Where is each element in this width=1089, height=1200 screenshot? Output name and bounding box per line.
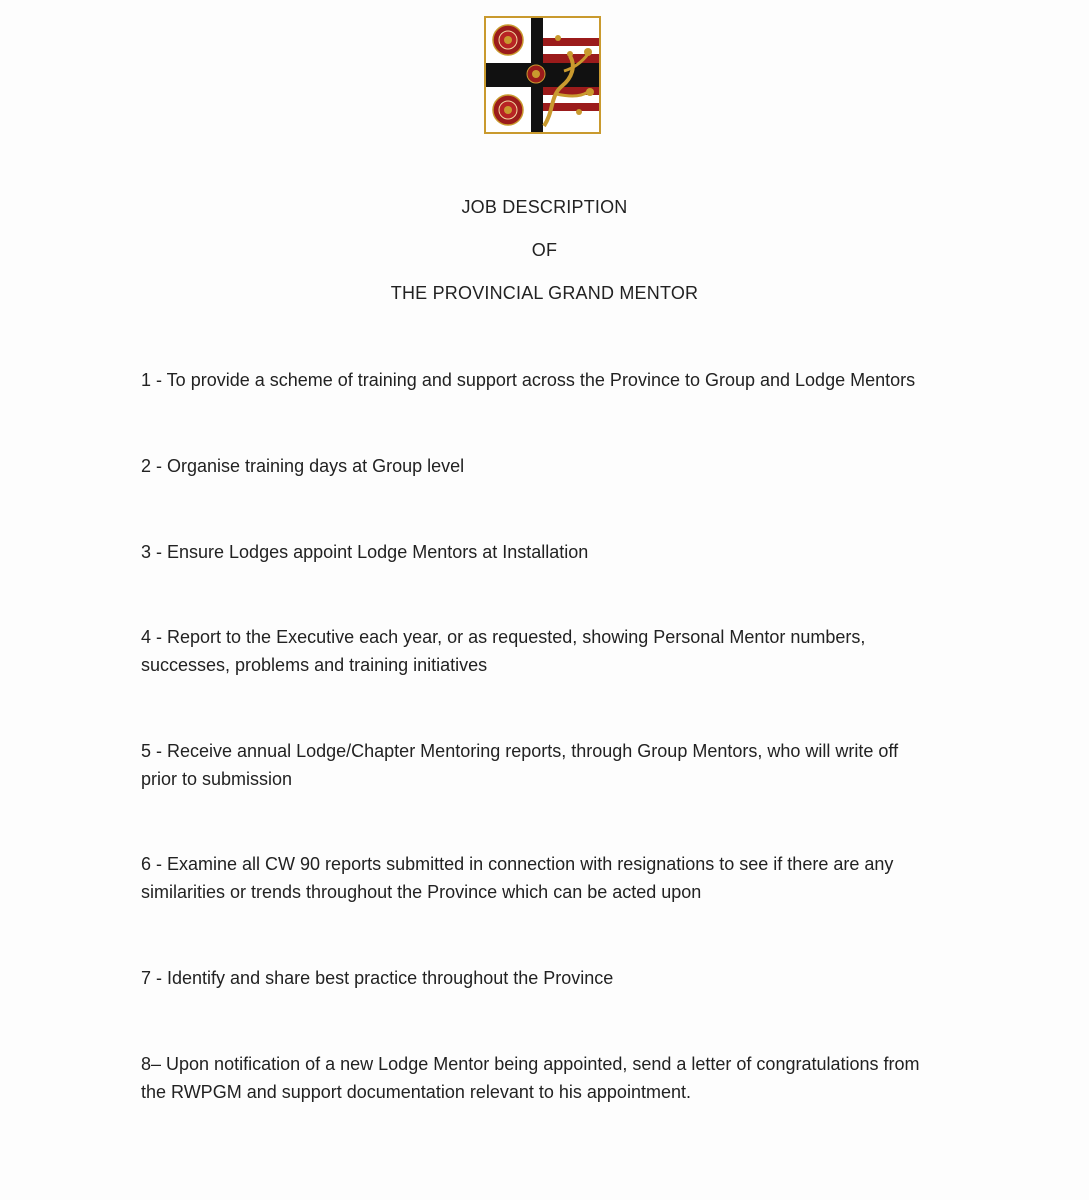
duty-item-8: [141, 1050, 1001, 1106]
duty-item-4: [141, 623, 1001, 679]
provincial-crest-icon: [484, 16, 601, 134]
duty-item-4-line-2: successes, problems and training initiatives: [141, 655, 488, 675]
duty-item-5-line-1: 5 - Receive annual Lodge/Chapter Mentoring reports, through Group Mentors, who will write off: [141, 741, 899, 761]
heading-of: OF: [531, 240, 558, 260]
duty-item-2-line-1: 2 - Organise training days at Group level: [141, 456, 465, 476]
duty-item-1-line-1: 1 - To provide a scheme of training and support across the Province to Group and Lodge Mentors: [141, 370, 916, 390]
duty-item-2: [141, 452, 1001, 480]
duty-item-8-line-1: 8– Upon notification of a new Lodge Mentor being appointed, send a letter of congratulations from: [141, 1054, 920, 1074]
duty-item-7: [141, 964, 1001, 992]
duty-item-6-line-1: 6 - Examine all CW 90 reports submitted in connection with resignations to see if there are any: [141, 854, 894, 874]
duty-item-5: [141, 737, 1001, 793]
duty-item-7-line-1: 7 - Identify and share best practice throughout the Province: [141, 968, 614, 988]
duty-item-6-line-2: similarities or trends throughout the Province which can be acted upon: [141, 882, 702, 902]
heading-job-description: JOB DESCRIPTION: [461, 197, 628, 217]
duty-item-5-line-2: prior to submission: [141, 769, 293, 789]
duty-item-6: [141, 850, 1001, 906]
duty-item-3: [141, 538, 1001, 566]
duty-item-1: [141, 366, 1001, 394]
duty-item-3-line-1: 3 - Ensure Lodges appoint Lodge Mentors at Installation: [141, 542, 589, 562]
heading-role-title: THE PROVINCIAL GRAND MENTOR: [390, 283, 699, 303]
duty-item-8-line-2: the RWPGM and support documentation relevant to his appointment.: [141, 1082, 691, 1102]
duty-item-4-line-1: 4 - Report to the Executive each year, or as requested, showing Personal Mentor numbers,: [141, 627, 866, 647]
